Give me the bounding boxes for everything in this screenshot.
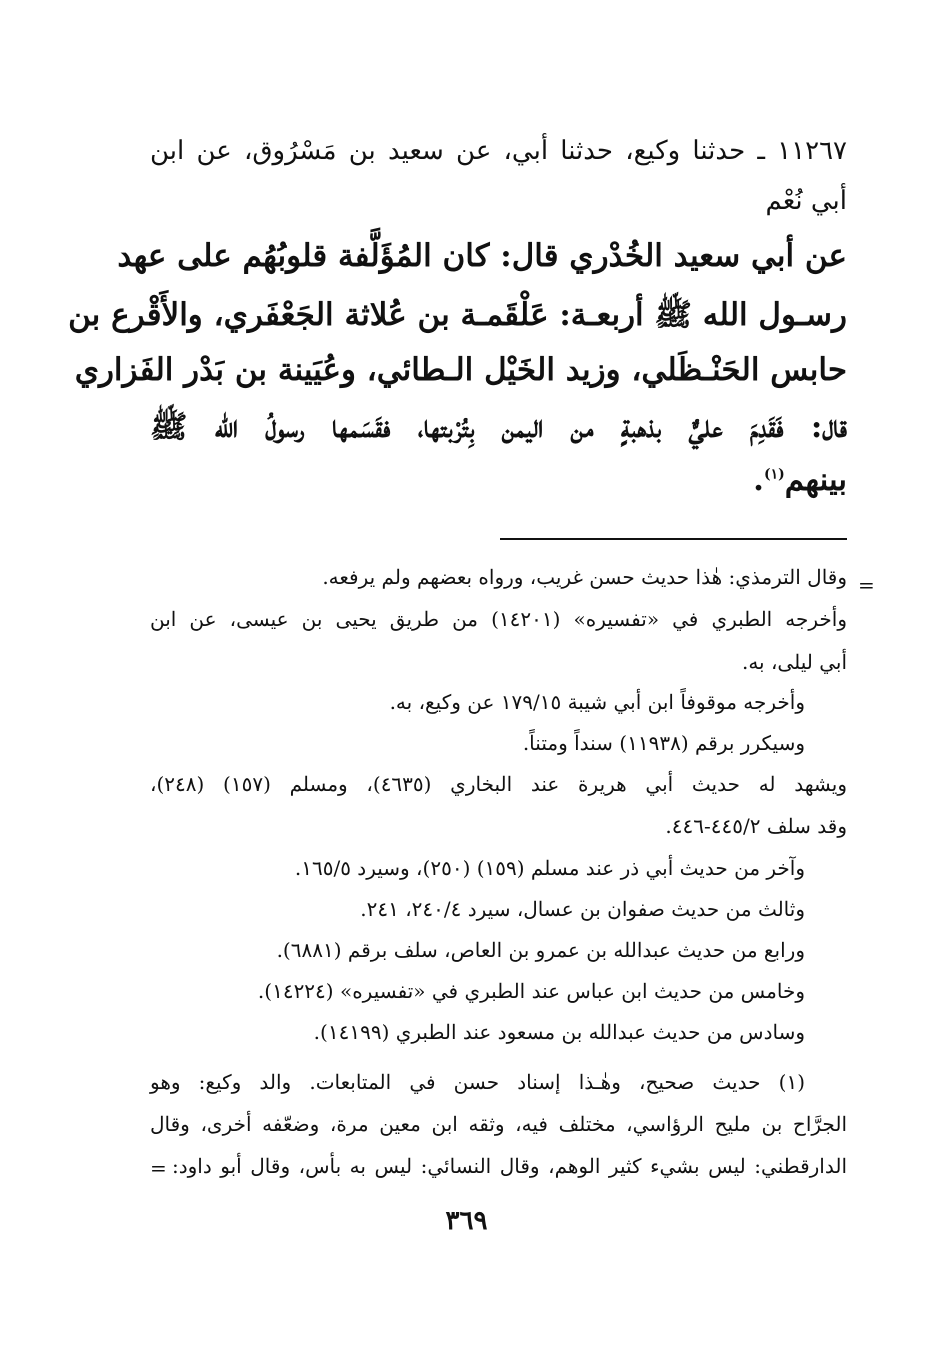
- hadith-isnad-line: ١١٢٦٧ ـ حدثنا وكيع، حدثنا أبي، عن سعيد بن مَسْرُوق، عن ابن: [150, 136, 847, 166]
- hadith-matn-text: بينهم: [784, 462, 847, 498]
- note-line: ورابع من حديث عبدالله بن عمرو بن العاص، سلف برقم (٦٨٨١).: [276, 938, 805, 962]
- note-line: وآخر من حديث أبي ذر عند مسلم (١٥٩) (٢٥٠)، وسيرد ١٦٥/٥.: [294, 856, 805, 880]
- note-line: وقد سلف ٤٤٥/٢-٤٤٦.: [665, 814, 847, 838]
- page-number: ٣٦٩: [445, 1206, 488, 1236]
- note-line: وخامس من حديث ابن عباس عند الطبري في «تفسيره» (١٤٢٢٤).: [257, 979, 805, 1003]
- footnote-reference: (١): [763, 466, 785, 483]
- note-line: وأخرجه موقوفاً ابن أبي شيبة ١٧٩/١٥ عن وكيع، به.: [389, 690, 805, 714]
- note-line: ويشهد له حديث أبي هريرة عند البخاري (٤٦٣٥)، ومسلم (١٥٧) (٢٤٨)،: [150, 772, 848, 796]
- footnote-line: الدارقطني: ليس بشيء كثير الوهم، وقال النسائي: ليس به بأس، وقال أبو داود:: [172, 1154, 847, 1178]
- note-line: وقال الترمذي: هٰذا حديث حسن غريب، ورواه بعضهم ولم يرفعه.: [322, 565, 847, 589]
- footnote-continuation-mark: =: [150, 1156, 167, 1180]
- note-line: وسادس من حديث عبدالله بن مسعود عند الطبري (١٤١٩٩).: [313, 1020, 805, 1044]
- footnote-line: الجرَّاح بن مليح الرؤاسي، مختلف فيه، وثقه ابن معين مرة، وضعّفه أخرى، وقال: [150, 1112, 847, 1136]
- footnote-line: (١) حديث صحيح، وهٰـذا إسناد حسن في المتابعات. والد وكيع: وهو: [150, 1070, 805, 1094]
- hadith-matn-last-line: [753, 462, 847, 498]
- note-line: وثالث من حديث صفوان بن عسال، سيرد ٢٤٠/٤، ٢٤١.: [360, 897, 805, 921]
- hadith-end-mark: .: [753, 462, 764, 498]
- hadith-matn-line: حابس الحَنْـظَلي، وزيد الخَيْل الـطائي، وعُيَينة بن بَدْر الفَزاري: [74, 352, 847, 388]
- hadith-matn-line: قال: فَقَدِمَ عليٌّ بذهبةٍ من اليمن بِتُرْبتها، فقَسَمها رسولُ الله ﷺ: [150, 409, 847, 445]
- hadith-matn-line: رسـول الله ﷺ أربعـة: عَلْقَمـة بن عُلاثة الجَعْفَري، والأَقْرع بن: [68, 297, 847, 333]
- note-line: وأخرجه الطبري في «تفسيره» (١٤٢٠١) من طريق يحيى بن عيسى، عن ابن: [150, 607, 847, 631]
- note-line: أبي ليلى، به.: [741, 650, 847, 674]
- hadith-matn-line: عن أبي سعيد الخُدْري قال: كان المُؤَلَّفة قلوبُهُم على عهد: [117, 238, 847, 274]
- hadith-isnad-line: أبي نُعْم: [765, 186, 847, 216]
- footnote-separator: [500, 538, 847, 540]
- continuation-mark: =: [858, 573, 875, 597]
- note-line: وسيكرر برقم (١١٩٣٨) سنداً ومتناً.: [522, 731, 805, 755]
